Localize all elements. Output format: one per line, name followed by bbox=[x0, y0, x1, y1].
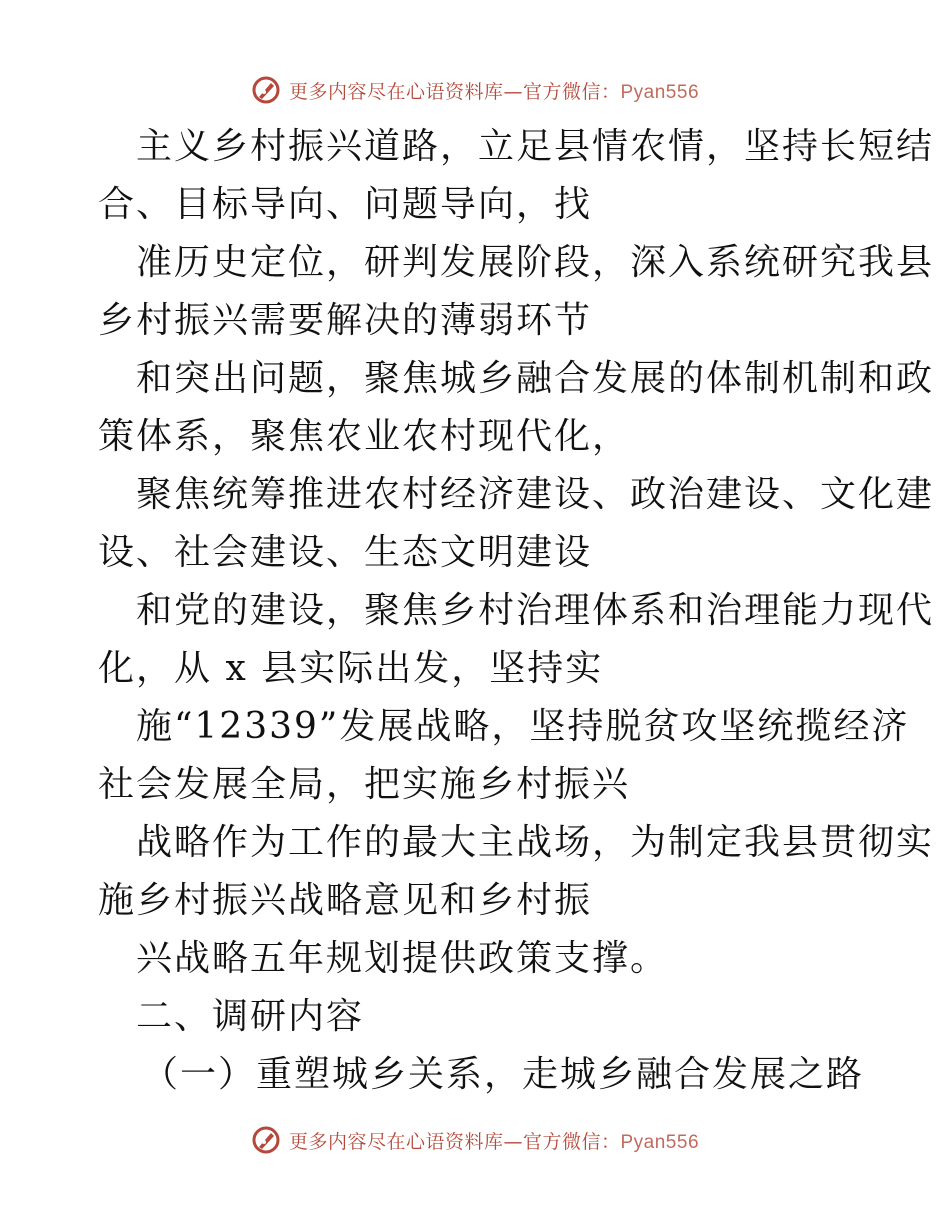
paragraph-line: 施“12339”发展战略，坚持脱贫攻坚统揽经济 bbox=[136, 706, 910, 747]
paragraph-line: 二、调研内容 bbox=[136, 996, 365, 1037]
paragraph-line: 和党的建设，聚焦乡村治理体系和治理能力现代 bbox=[136, 590, 935, 631]
paragraph-line: 战略作为工作的最大主战场，为制定我县贯彻实 bbox=[136, 822, 935, 863]
section-subheading: （一）重塑城乡关系，走城乡融合发展之路 bbox=[142, 1054, 865, 1095]
footer-watermark bbox=[0, 1120, 950, 1160]
paragraph-line: 设、社会建设、生态文明建设 bbox=[98, 532, 593, 573]
document-body bbox=[98, 118, 935, 1104]
paragraph-line: 策体系，聚焦农业农村现代化， bbox=[98, 416, 631, 457]
paragraph-line: 聚焦统筹推进农村经济建设、政治建设、文化建 bbox=[136, 474, 935, 515]
header-watermark bbox=[0, 70, 950, 110]
watermark-text: 更多内容尽在心语资料库—官方微信：Pyan556 bbox=[288, 80, 700, 103]
paragraph-line: 合、目标导向、问题导向，找 bbox=[98, 184, 593, 225]
pen-nib-logo-icon bbox=[251, 1125, 281, 1155]
paragraph-line: 施乡村振兴战略意见和乡村振 bbox=[98, 880, 593, 921]
paragraph-line: 化，从 x 县实际出发，坚持实 bbox=[98, 648, 604, 689]
paragraph-line: 兴战略五年规划提供政策支撑。 bbox=[136, 938, 669, 979]
paragraph-line: 和突出问题，聚焦城乡融合发展的体制机制和政 bbox=[136, 358, 935, 399]
paragraph-line: 准历史定位，研判发展阶段，深入系统研究我县 bbox=[136, 242, 935, 283]
paragraph-line: 主义乡村振兴道路，立足县情农情，坚持长短结 bbox=[136, 126, 935, 167]
paragraph-line: 社会发展全局，把实施乡村振兴 bbox=[98, 764, 631, 805]
paragraph-line: 乡村振兴需要解决的薄弱环节 bbox=[98, 300, 593, 341]
watermark-text: 更多内容尽在心语资料库—官方微信：Pyan556 bbox=[288, 1130, 700, 1153]
pen-nib-logo-icon bbox=[251, 75, 281, 105]
